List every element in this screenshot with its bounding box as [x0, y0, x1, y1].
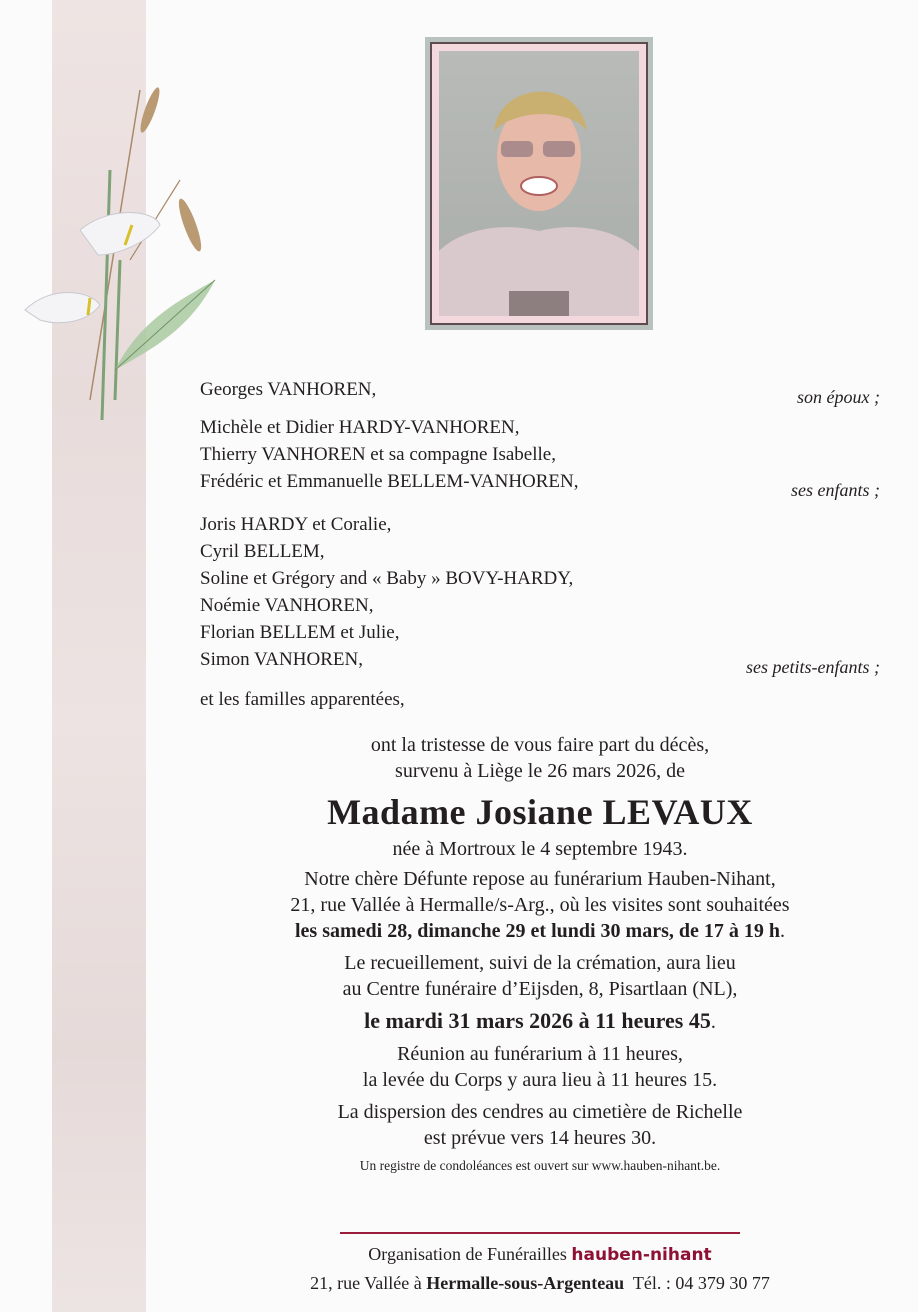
family-group-grandchildren — [200, 511, 880, 686]
ashes-info: est prévue vers 14 heures 30. — [423, 1127, 657, 1149]
visits-times: les samedi 28, dimanche 29 et lundi 30 mars, de 17 à 19 h — [294, 920, 781, 942]
ceremony-date: le mardi 31 mars 2026 à 11 heures 45 — [364, 1008, 711, 1033]
footer-address-line — [200, 1269, 880, 1297]
visits-info: les samedi 28, dimanche 29 et lundi 30 mars, de 17 à 19 h. — [294, 920, 786, 942]
ceremony-date-line: le mardi 31 mars 2026 à 11 heures 45. — [364, 1008, 716, 1033]
family-list — [200, 376, 880, 713]
announcement-body — [200, 732, 880, 1179]
family-member: Soline et Grégory and « Baby » BOVY-HARDY, — [200, 568, 574, 589]
portrait-photo — [439, 51, 639, 316]
org-prefix: Organisation de Funérailles — [368, 1244, 567, 1264]
rest-info: 21, rue Vallée à Hermalle/s-Arg., où les visites sont souhaitées — [290, 894, 790, 916]
family-member: Florian BELLEM et Julie, — [200, 622, 400, 643]
family-member: Georges VANHOREN, — [200, 379, 377, 400]
family-member: Joris HARDY et Coralie, — [200, 514, 392, 535]
family-member: Simon VANHOREN, — [200, 649, 363, 670]
calla-lily-illustration — [20, 40, 220, 450]
family-member: Thierry VANHOREN et sa compagne Isabelle, — [200, 444, 556, 465]
brand-logo: hauben-nihant — [571, 1245, 712, 1265]
birth-info: née à Mortroux le 4 septembre 1943. — [392, 838, 688, 860]
family-member: Cyril BELLEM, — [200, 541, 325, 562]
family-group-spouse — [200, 376, 880, 410]
footer-divider — [340, 1232, 740, 1234]
ceremony-info: au Centre funéraire d’Eijsden, 8, Pisartlaan (NL), — [342, 978, 738, 1000]
family-group-children — [200, 414, 880, 511]
phone-number: Tél. : 04 379 30 77 — [632, 1273, 770, 1293]
relation-label: ses petits-enfants ; — [746, 657, 880, 677]
family-member: Michèle et Didier HARDY-VANHOREN, — [200, 417, 520, 438]
relation-label: ses enfants ; — [791, 480, 880, 500]
meeting-info: la levée du Corps y aura lieu à 11 heures 15. — [362, 1069, 718, 1091]
ashes-info: La dispersion des cendres au cimetière de Richelle — [337, 1101, 743, 1123]
rest-info: Notre chère Défunte repose au funérarium Hauben-Nihant, — [304, 868, 776, 890]
family-group-relatives — [200, 686, 880, 713]
town: Hermalle-sous-Argenteau — [426, 1273, 625, 1293]
deceased-name: Madame Josiane LEVAUX — [327, 792, 753, 832]
relation-label: son époux ; — [797, 387, 880, 407]
family-member: et les familles apparentées, — [200, 689, 405, 710]
condolence-register: Un registre de condoléances est ouvert sur www.hauben-nihant.be. — [359, 1158, 721, 1173]
footer-org-line — [200, 1240, 880, 1269]
ceremony-info: Le recueillement, suivi de la crémation, aura lieu — [344, 952, 736, 974]
intro-text: survenu à Liège le 26 mars 2026, de — [395, 760, 685, 782]
portrait-frame — [425, 37, 653, 330]
family-member: Noémie VANHOREN, — [200, 595, 374, 616]
meeting-info: Réunion au funérarium à 11 heures, — [397, 1043, 683, 1065]
footer — [200, 1240, 880, 1297]
address-prefix: 21, rue Vallée à — [310, 1273, 422, 1293]
intro-text: ont la tristesse de vous faire part du décès, — [370, 734, 710, 756]
family-member: Frédéric et Emmanuelle BELLEM-VANHOREN, — [200, 471, 579, 492]
